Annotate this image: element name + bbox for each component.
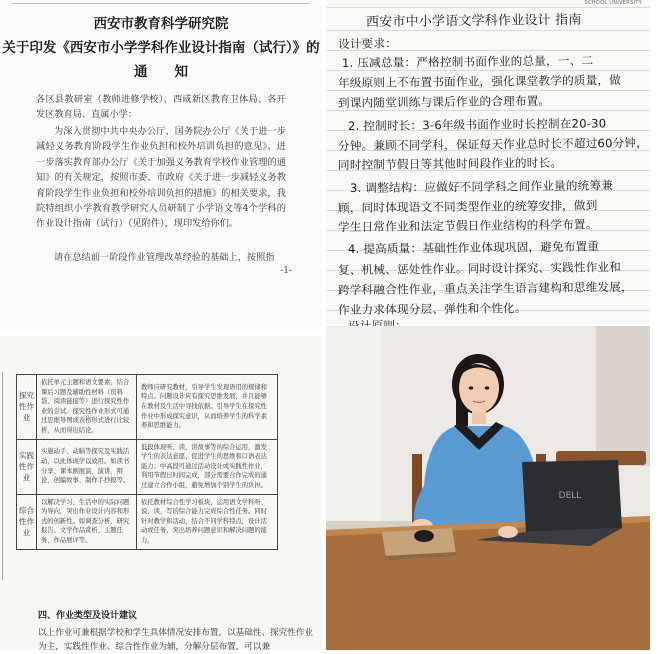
- notice-document: [0, 0, 322, 330]
- notebook-logo: SCHOOL UNIVERSITY: [584, 0, 642, 6]
- table-cell: 依托单元主题和语文要素，结合课后习题及辅助性材料（资料袋、阅读链接等）进行探究性作业的尝试。探究性作业形式可通过思维导图或表格形式进行比较析，从而得出结论。: [37, 375, 137, 440]
- laptop-logo-icon: DELL: [558, 491, 582, 501]
- notebook-page: [326, 0, 650, 324]
- notebook-title: 西安市中小学语文学科作业设计 指南: [365, 12, 582, 30]
- mouse: [414, 530, 434, 542]
- table-cell-type: 实践性作业: [17, 439, 37, 494]
- handwritten-line: 学生日常作业和法定节假日作业结构的科学布置。: [337, 217, 598, 234]
- notice-paragraph: 请在总结前一阶段作业管理改革经验的基础上，按照指: [54, 252, 275, 263]
- window-light: [326, 326, 382, 526]
- notice-paragraph: 各区县教研室（教师进修学校）、西咸新区教育卫体局、各开发区教育局、直属小学：: [36, 94, 286, 121]
- table-cell: 低段体现听、读、讲故事等的综合运用，激发学生的表达意愿，促进学生的思维和口语表达能力；中高段可通过活动设计或实践性作业，利用节假日时间完成，部分需要合作完成的通过建立合作小组，避免增加个别学生的负担。: [137, 439, 278, 494]
- table-cell-type: 综合性作业: [17, 494, 37, 549]
- handwritten-line: 作业力求体现分层、弹性和个性化。: [337, 301, 527, 317]
- handwritten-line: 同时控制节假日等其他时间段作业的时长。: [337, 155, 563, 172]
- table-row: [17, 375, 278, 440]
- section-heading: 四、作业类型及设计建议: [38, 611, 138, 621]
- photo-illustration: [326, 326, 650, 650]
- homework-type-table: [16, 374, 278, 550]
- table-cell: 实施动手、动脑等探究及实践活动，以此体现学以致用。如读书分享、课本剧展演、演讲、辩论、创编故事、制作手抄报等。: [37, 439, 137, 494]
- eye-right: [485, 386, 489, 389]
- table-cell: 依托教材综合性学习板块，运用语文学科听、说、读、写的综合能力完成综合性任务。同时针对教学和活动，结合不同学科特点，设计活动或任务，突出培养问题意识和解决问题的能力。: [137, 494, 278, 549]
- header-rule: [12, 3, 310, 4]
- table-cell-type: 探究性作业: [17, 375, 37, 440]
- page-number: -1-: [280, 266, 292, 276]
- shadow-wall: [596, 326, 650, 466]
- hand-right: [498, 526, 518, 538]
- notice-title: 关于印发《西安市小学学科作业设计指南（试行）》的: [2, 40, 320, 56]
- handwritten-line: 顾，同时体现语文不同类型作业的统筹安排，做到: [337, 198, 598, 215]
- handwritten-line: 2. 控制时长：3-6年级书面作业时长控制在20-30: [347, 116, 607, 133]
- notice-paragraph: 为深入贯彻中共中央办公厅、国务院办公厅《关于进一步减轻义务教育阶段学生作业负担和校外培训负担的意见》、进一步落实教育部办公厅《关于加强义务教育学校作业管理的通知》的有关规定，按照市委、市政府《关于进一步减轻义务教育阶段学生作业负担和校外培训负担的措施》的相关要求，我院特组织小学教育教学研究人员研制了小学语文等4个学科的作业设计指南（试行）（见附件），现印发给你们。: [36, 126, 286, 230]
- handwritten-line: 设计要求：: [337, 36, 398, 51]
- table-document: [0, 336, 322, 650]
- section-body: 以上作业可兼根据学校和学生具体情况安排布置，以基础性、探究性作业为主，实践性作业、综合性作业为辅，分解分层布置，可以兼: [38, 628, 314, 652]
- notice-subtitle: 通 知: [134, 64, 188, 80]
- table-row: [17, 494, 278, 549]
- handwritten-line: 到课内随堂训练与课后作业的合理布置。: [337, 93, 551, 110]
- handwritten-line: 4. 提高质量：基础性作业体现巩固，避免布置重: [347, 239, 600, 256]
- notice-org: 西安市教育科学研究院: [93, 16, 229, 32]
- handwritten-line: 年级原则上不布置书面作业，强化课堂教学的质量，做: [337, 73, 622, 90]
- handwritten-line: 复、机械、惩处性作业。同时设计探究、实践性作业和: [337, 260, 622, 277]
- eye-left: [469, 386, 473, 389]
- handwritten-line: 1. 压减总量：严格控制书面作业的总量，一、二: [341, 53, 594, 70]
- table-cell: 以解决学习、生活中的实际问题为导向，突出作业设计内容和形式的创新性。如调查分析、研究报告、文学作品赏析、主题任务、作品展评等。: [37, 494, 137, 549]
- table-cell: 教师应研究教材，引导学生发现语用的规律和特点。问题设计应有探究思维发展，并且能够在教材及生活中寻找依据。引导学生在探究性作业中形成探究意识，从而培养学生的科学素养和思维能力。: [137, 375, 278, 440]
- teacher-photo: [326, 326, 650, 650]
- handwritten-line: 跨学科融合性作业，重点关注学生语言建构和思维发展，: [337, 279, 633, 297]
- handwritten-line: 3. 调整结构：应做好不同学科之间作业量的统筹兼: [349, 178, 614, 195]
- margin-line: [2, 372, 16, 580]
- handwritten-line: 分钟。兼顾不同学科，保证每天作业总时长不超过60分钟，: [337, 135, 649, 153]
- table-row: [17, 439, 278, 494]
